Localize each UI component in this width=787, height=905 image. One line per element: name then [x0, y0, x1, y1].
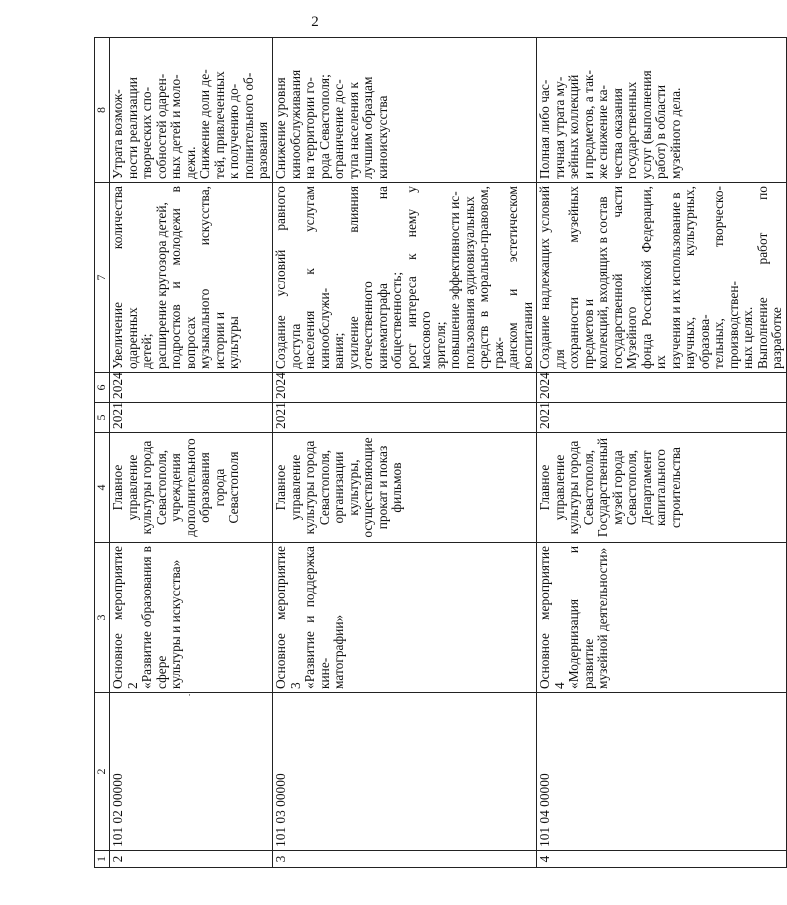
start-year-cell: 2021 [110, 403, 273, 433]
risk-line: лучшим образцам [360, 76, 375, 179]
risk-line: на территории го- [302, 77, 317, 179]
expected-result-line: Выполнение работ по разработке [754, 186, 784, 369]
risk-line: музейного дела. [667, 87, 683, 179]
expected-result-line: Увеличение количества одаренных [110, 186, 140, 369]
risk-line: же снижение ка- [595, 85, 610, 179]
stray-mark: · [188, 690, 191, 700]
code-cell: 101 03 00000 [273, 693, 537, 851]
executor-line: Государственный [595, 437, 610, 538]
executor-line: прокат и показ [374, 445, 390, 530]
executor-line: фильмов [389, 462, 404, 513]
executor-line: осуществляющие [360, 437, 375, 538]
expected-result-line: фонда Российской Федерации, их [638, 186, 668, 369]
executor-line: музей города [609, 450, 625, 525]
executor-cell [537, 433, 787, 543]
table-row [110, 38, 273, 868]
expected-result-line: сохранности музейных предметов и [566, 186, 596, 369]
risk-line: Утрата возмож- [110, 89, 125, 179]
header-cell: 3 [95, 543, 110, 693]
expected-result-line: ных целях. [740, 306, 755, 369]
measure-name-cell [537, 543, 787, 693]
executor-line: культуры города [139, 440, 154, 535]
expected-result-cell [110, 183, 273, 373]
code-cell: 101 02 00000 [110, 693, 273, 851]
risk-line: дежи. [182, 146, 198, 179]
measure-name-line: Основное мероприятие 3 [273, 546, 303, 689]
measure-name-line: Основное мероприятие 4 [537, 546, 567, 689]
expected-result-line: подростков и молодежи в вопросах [168, 186, 198, 369]
risk-line: тупа населения к [345, 82, 361, 179]
expected-result-cell [537, 183, 787, 373]
executor-line: Севастополя [226, 451, 241, 524]
executor-line: учреждения [168, 453, 183, 522]
risk-line: киноискусства [374, 95, 390, 179]
risk-line: услуг (выполнения [638, 70, 654, 179]
end-year-cell: 2024 [273, 373, 537, 403]
start-year-cell: 2021 [273, 403, 537, 433]
executor-line: управление [551, 454, 567, 521]
executor-line: Главное [110, 464, 125, 511]
expected-result-line: повышение эффективности ис- [447, 191, 462, 369]
executor-line: дополнительного [182, 438, 198, 537]
executor-line: капитального [653, 449, 668, 526]
executor-line: управление [287, 454, 303, 521]
executor-line: управление [124, 454, 140, 521]
header-cell: 6 [95, 373, 110, 403]
risk-line: работ) в области [653, 84, 668, 179]
header-cell: 7 [95, 183, 110, 373]
expected-result-line: данском и эстетическом воспитании [505, 186, 535, 369]
risk-line: полнительного об- [240, 72, 256, 179]
executor-line: Главное [273, 464, 288, 511]
code-cell: 101 04 00000 [537, 693, 787, 851]
header-cell: 4 [95, 433, 110, 543]
expected-result-line: Создание надлежащих условий для [537, 186, 567, 369]
header-cell: 5 [95, 403, 110, 433]
risk-cell [273, 38, 537, 183]
executor-line: Севастополя, [624, 449, 639, 526]
measure-name-line: «Развитие и поддержка кине- [302, 546, 332, 689]
risk-line: чества оказания [609, 88, 625, 179]
rotated-table-wrapper [94, 38, 784, 868]
risk-line: зейных коллекций [566, 74, 581, 179]
expected-result-line: коллекций, входящих в состав [595, 196, 610, 369]
table-row [537, 38, 787, 868]
expected-result-line: населения к услугам кинообслужи- [302, 186, 332, 369]
risk-line: разования [255, 121, 270, 179]
expected-result-line: зрителя; [432, 321, 448, 369]
expected-result-line: детей; [139, 333, 154, 369]
risk-line: государственных [624, 81, 639, 179]
measure-name-line: матографии» [331, 614, 346, 689]
num-cell: 4 [537, 851, 787, 868]
expected-result-line: государственной части Музейного [609, 186, 639, 369]
risk-line: ности реализации [124, 77, 140, 179]
executor-line: организации [331, 451, 346, 524]
executor-line: культуры, [345, 459, 361, 516]
expected-result-line: усиление влияния отечественного [345, 186, 375, 369]
measure-name-cell [110, 543, 273, 693]
risk-cell [537, 38, 787, 183]
expected-result-line: культуры [226, 316, 241, 369]
expected-result-line: пользования аудиовизуальных [461, 196, 477, 369]
header-cell: 8 [95, 38, 110, 183]
executor-line: Севастополя, [580, 449, 596, 526]
end-year-cell: 2024 [537, 373, 787, 403]
risk-line: тичная утрата му- [551, 76, 567, 179]
page-number: 2 [311, 14, 319, 30]
executor-line: образования [197, 452, 212, 523]
header-cell: 1 [95, 851, 110, 868]
risk-line: Снижение доли де- [197, 69, 212, 179]
measure-name-line: «Модернизация и развитие [566, 546, 596, 689]
risk-line: рода Севастополя; [316, 74, 332, 179]
executor-cell [273, 433, 537, 543]
expected-result-line: вания; [331, 332, 346, 369]
measure-name-line: культуры и искусства» [168, 559, 183, 689]
risk-line: кинообслуживания [287, 69, 303, 179]
expected-result-line: рост интереса к нему у массового [403, 186, 433, 369]
table-row [273, 38, 537, 868]
header-cell: 2 [95, 693, 110, 851]
expected-result-line: средств в морально-правовом, граж- [476, 186, 506, 369]
expected-result-line: научных, культурных, образова- [682, 186, 712, 369]
risk-cell [110, 38, 273, 183]
expected-result-line: расширение кругозора детей, [153, 202, 169, 369]
expected-result-line: изучения и их использование в [667, 192, 683, 369]
risk-line: собностей одарен- [153, 73, 169, 179]
risk-line: ных детей и моло- [168, 74, 183, 179]
header-row [95, 38, 110, 868]
executor-cell [110, 433, 273, 543]
risk-line: ограничение дос- [331, 79, 346, 179]
executor-line: культуры города [302, 440, 317, 535]
executor-line: Севастополя, [153, 449, 169, 526]
measure-name-line: музейной деятельности» [595, 547, 610, 689]
measures-table [94, 37, 787, 868]
num-cell: 3 [273, 851, 537, 868]
executor-line: города [211, 468, 227, 507]
expected-result-line: кинематографа на общественность; [374, 186, 404, 369]
expected-result-cell [273, 183, 537, 373]
risk-line: Снижение уровня [273, 77, 288, 179]
measure-name-line: Основное мероприятие 2 [110, 546, 140, 689]
risk-line: и предметов, а так- [580, 70, 596, 179]
risk-line: Полная либо час- [537, 79, 552, 179]
measure-name-line: «Развитие образования в сфере [139, 546, 169, 689]
expected-result-line: музыкального искусства, истории и [197, 186, 227, 369]
end-year-cell: 2024 [110, 373, 273, 403]
executor-line: Главное [537, 464, 552, 511]
measure-name-cell [273, 543, 537, 693]
risk-line: тей, привлеченных [211, 71, 227, 179]
executor-line: Департамент [638, 450, 654, 525]
executor-line: строительства [667, 447, 683, 528]
expected-result-line: тельных, творческо-производствен- [711, 186, 741, 369]
executor-line: Севастополя, [316, 449, 332, 526]
expected-result-line: Создание условий равного доступа [273, 186, 303, 369]
num-cell: 2 [110, 851, 273, 868]
risk-line: к получению до- [226, 83, 241, 179]
executor-line: культуры города [566, 440, 581, 535]
risk-line: творческих спо- [139, 86, 154, 179]
start-year-cell: 2021 [537, 403, 787, 433]
